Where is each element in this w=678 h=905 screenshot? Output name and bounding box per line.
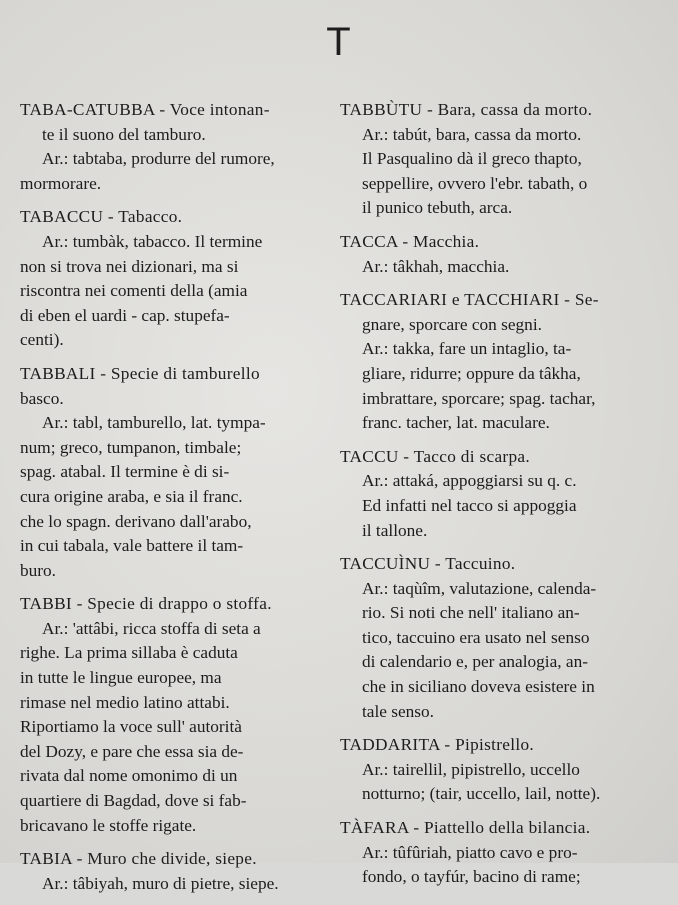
entry-line: righe. La prima sillaba è caduta [20, 643, 238, 663]
entry-tacca [340, 230, 638, 279]
entry-line: centi). [20, 330, 64, 350]
entry-taba-catubba [20, 98, 320, 196]
entry-line: rio. Si noti che nell' italiano an- [362, 603, 580, 623]
entry-line: Ar.: tûfûriah, piatto cavo e pro- [362, 842, 578, 862]
entry-line: bricavano le stoffe rigate. [20, 815, 197, 835]
entry-line: di eben el uardi - cap. stupefa- [20, 305, 230, 325]
entry-tabbi [20, 592, 320, 838]
entry-line: imbrattare, sporcare; spag. tachar, [362, 388, 596, 408]
entry-tabaccu [20, 205, 320, 353]
right-column [340, 98, 638, 899]
entry-line: mormorare. [20, 173, 102, 193]
section-letter-heading: T [326, 20, 352, 64]
entry-line: il tallone. [362, 520, 428, 540]
entry-taccariari [340, 288, 638, 436]
entry-line: Ar.: taqùîm, valutazione, calenda- [362, 578, 597, 598]
entry-line: buro. [20, 560, 56, 580]
entry-line: TACCA - Macchia. [340, 231, 480, 251]
entry-line: franc. tacher, lat. maculare. [362, 413, 550, 433]
entry-line: che lo spagn. derivano dall'arabo, [20, 511, 252, 531]
entry-line: Ar.: 'attâbi, ricca stoffa di seta a [42, 618, 261, 638]
entry-line: Ar.: tabút, bara, cassa da morto. [362, 124, 582, 144]
entry-line: rivata dal nome omonimo di un [20, 766, 238, 786]
entry-line: tale senso. [362, 701, 434, 721]
entry-line: TABIA - Muro che divide, siepe. [20, 849, 257, 869]
entry-line: non si trova nei dizionari, ma si [20, 256, 239, 276]
entry-line: che in siciliano doveva esistere in [362, 677, 595, 697]
entry-line: del Dozy, e pare che essa sia de- [20, 741, 244, 761]
entry-line: in tutte le lingue europee, ma [20, 668, 222, 688]
entry-line: TABBI - Specie di drappo o stoffa. [20, 594, 272, 614]
entry-line: quartiere di Bagdad, dove si fab- [20, 791, 247, 811]
entry-line: riscontra nei comenti della (amia [20, 281, 248, 301]
entry-line: seppellire, ovvero l'ebr. tabath, o [362, 173, 588, 193]
entry-taccu [340, 445, 638, 543]
entry-line: TABACCU - Tabacco. [20, 207, 183, 227]
entry-line: Ar.: tumbàk, tabacco. Il termine [42, 231, 263, 251]
entry-tabbutu [340, 98, 638, 221]
entry-line: Ar.: tâbiyah, muro di pietre, siepe. [42, 873, 279, 893]
entry-line: Il Pasqualino dà il greco thapto, [362, 149, 582, 169]
entry-line: Ar.: attaká, appoggiarsi su q. c. [362, 471, 577, 491]
entry-line: gliare, ridurre; oppure da tâkha, [362, 363, 581, 383]
entry-line: di calendario e, per analogia, an- [362, 652, 588, 672]
entry-line: Riportiamo la voce sull' autorità [20, 717, 242, 737]
entry-line: te il suono del tamburo. [42, 124, 206, 144]
entry-line: notturno; (tair, uccello, lail, notte). [362, 784, 601, 804]
entry-line: Ar.: tabl, tamburello, lat. tympa- [42, 413, 266, 433]
entry-line: in cui tabala, vale battere il tam- [20, 536, 244, 556]
entry-line: Ed infatti nel tacco si appoggia [362, 495, 577, 515]
entry-line: TACCARIARI e TACCHIARI - Se- [340, 290, 599, 310]
entry-taccuinu [340, 552, 638, 724]
entry-taddarita [340, 733, 638, 807]
entry-line: spag. atabal. Il termine è di si- [20, 462, 230, 482]
entry-tabia [20, 847, 320, 896]
entry-line: Ar.: takka, fare un intaglio, ta- [362, 339, 572, 359]
entry-line: Ar.: tairellil, pipistrello, uccello [362, 759, 580, 779]
entry-line: TABBALI - Specie di tamburello [20, 363, 260, 383]
entry-line: basco. [20, 388, 64, 408]
entry-line: rimase nel medio latino attabi. [20, 692, 230, 712]
entry-line: TADDARITA - Pipistrello. [340, 735, 535, 755]
entry-line: fondo, o tayfúr, bacino di rame; [362, 867, 581, 887]
entry-line: cura origine araba, e sia il franc. [20, 486, 243, 506]
entry-line: num; greco, tumpanon, timbale; [20, 437, 242, 457]
entry-tabbali [20, 362, 320, 583]
entry-line: TACCUÌNU - Taccuino. [340, 554, 516, 574]
entry-line: il punico tebuth, arca. [362, 198, 513, 218]
left-column [20, 98, 320, 905]
entry-line: TACCU - Tacco di scarpa. [340, 446, 531, 466]
entry-line: TABA-CATUBBA - Voce intonan- [20, 100, 270, 119]
entry-line: TABBÙTU - Bara, cassa da morto. [340, 100, 593, 119]
entry-tafara [340, 816, 638, 890]
entry-line: Ar.: tabtaba, produrre del rumore, [42, 149, 275, 169]
entry-line: Ar.: tâkhah, macchia. [362, 256, 510, 276]
entry-line: gnare, sporcare con segni. [362, 314, 542, 334]
entry-line: tico, taccuino era usato nel senso [362, 627, 590, 647]
entry-line: TÀFARA - Piattello della bilancia. [340, 818, 591, 838]
